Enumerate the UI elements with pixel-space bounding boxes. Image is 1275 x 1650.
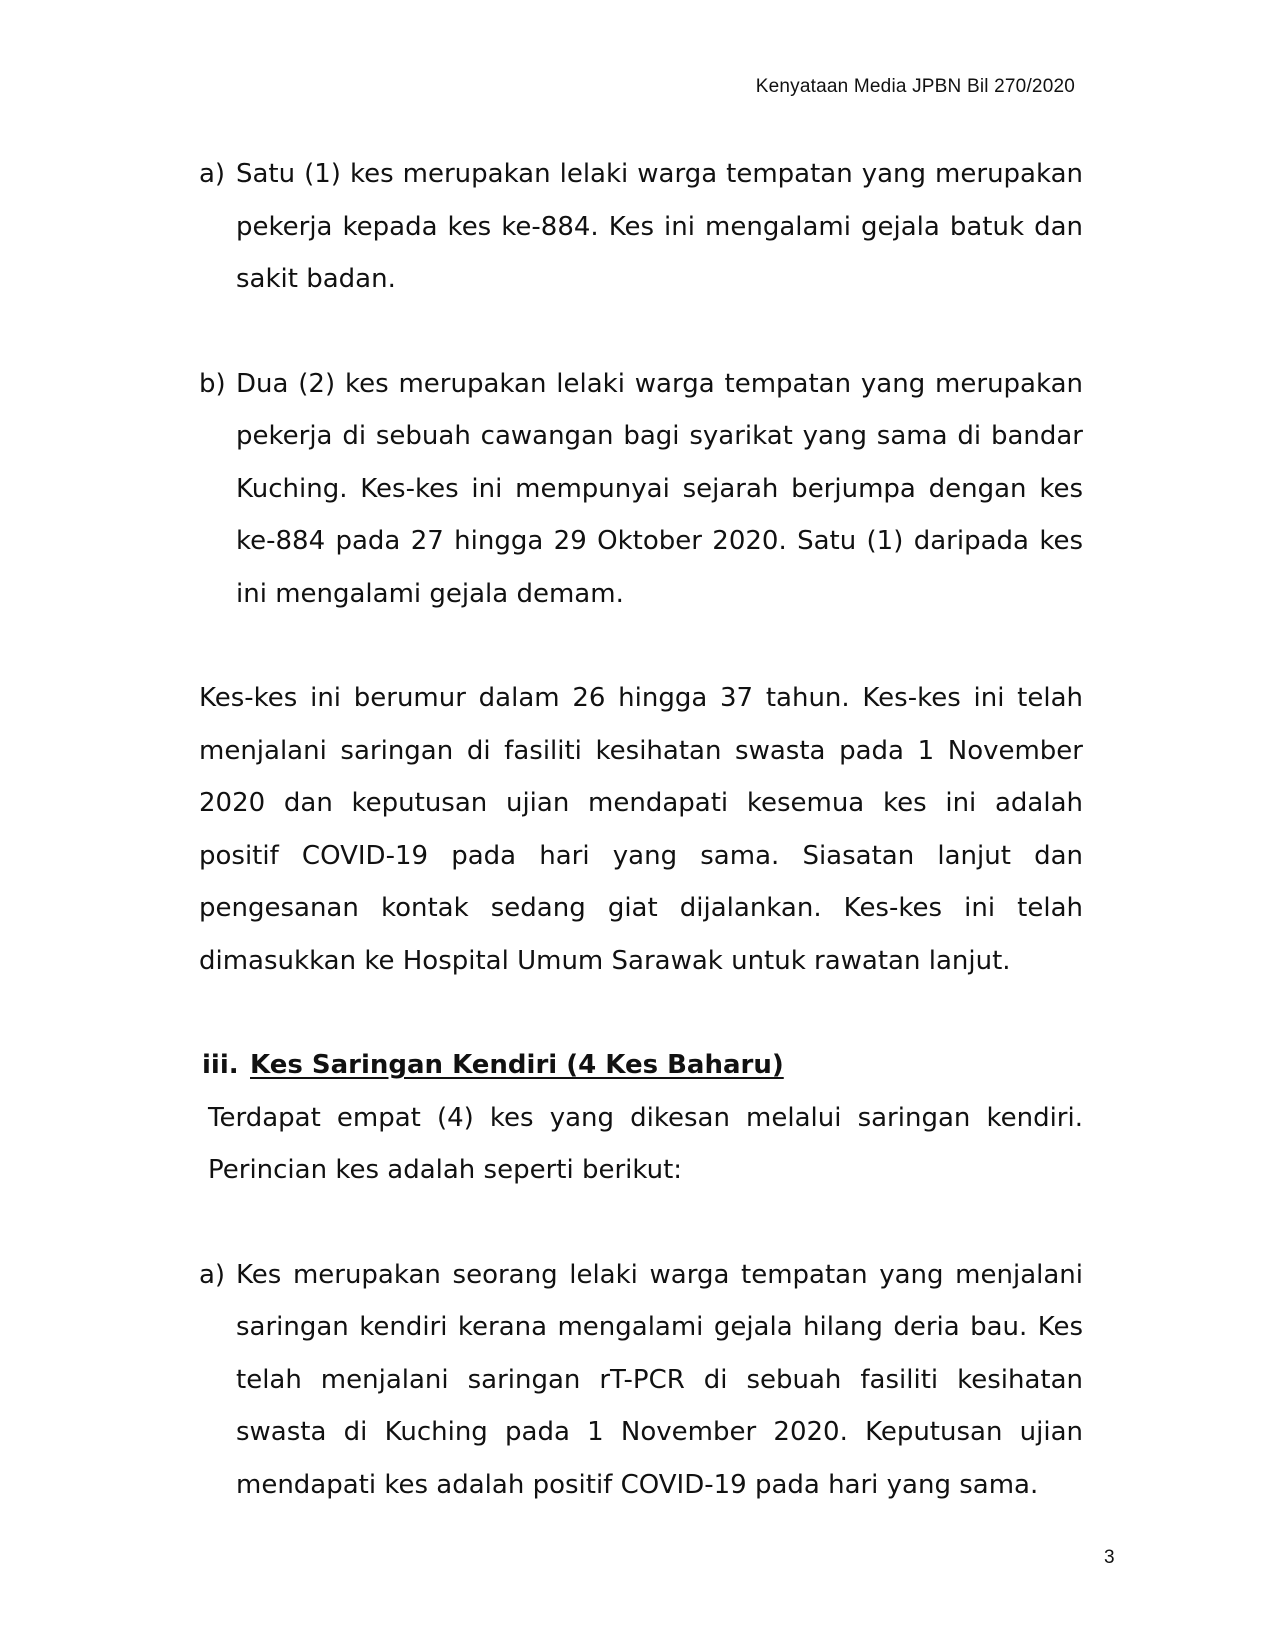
list-marker: a): [199, 1259, 226, 1290]
section-number: iii.: [202, 1050, 239, 1080]
list-item-text: Satu (1) kes merupakan lelaki warga tempatan yang merupakan pekerja kepada kes ke-884. Kes ini mengalami gejala batuk dan sakit badan.: [236, 159, 1083, 294]
spacer: [199, 620, 1083, 672]
spacer: [199, 987, 1083, 1039]
section-intro: Terdapat empat (4) kes yang dikesan melalui saringan kendiri. Perincian kes adalah seperti berikut:: [208, 1102, 1083, 1185]
list-marker: b): [199, 368, 226, 399]
spacer: [199, 306, 1083, 358]
summary-paragraph: Kes-kes ini berumur dalam 26 hingga 37 tahun. Kes-kes ini telah menjalani saringan di fasiliti kesihatan swasta pada 1 November 2020 dan keputusan ujian mendapati kesemua kes ini adalah positif COVID-19 pada hari yang sama. Siasatan lanjut dan pengesanan kontak sedang giat dijalankan. Kes-kes ini telah dimasukkan ke Hospital Umum Sarawak untuk rawatan lanjut.: [199, 683, 1083, 976]
section-title: Kes Saringan Kendiri (4 Kes Baharu): [250, 1050, 784, 1080]
section-heading: [199, 1039, 1083, 1092]
list-item-text: Dua (2) kes merupakan lelaki warga tempatan yang merupakan pekerja di sebuah cawangan bagi syarikat yang sama di bandar Kuching. Kes-kes ini mempunyai sejarah berjumpa dengan kes ke-884 pada 27 hingga 29 Oktober 2020. Satu (1) daripada kes ini mengalami gejala demam.: [236, 368, 1083, 609]
document-reference: Kenyataan Media JPBN Bil 270/2020: [755, 76, 1075, 97]
list-item: [199, 148, 1083, 306]
list-item: [199, 1249, 1083, 1512]
page-number: 3: [1104, 1547, 1115, 1568]
list-item-text: Kes merupakan seorang lelaki warga tempatan yang menjalani saringan kendiri kerana mengalami gejala hilang deria bau. Kes telah menjalani saringan rT-PCR di sebuah fasiliti kesihatan swasta di Kuching pada 1 November 2020. Keputusan ujian mendapati kes adalah positif COVID-19 pada hari yang sama.: [236, 1259, 1083, 1500]
document-body: [199, 148, 1083, 1511]
spacer: [199, 1197, 1083, 1249]
list-item: [199, 358, 1083, 621]
list-marker: a): [199, 159, 226, 189]
